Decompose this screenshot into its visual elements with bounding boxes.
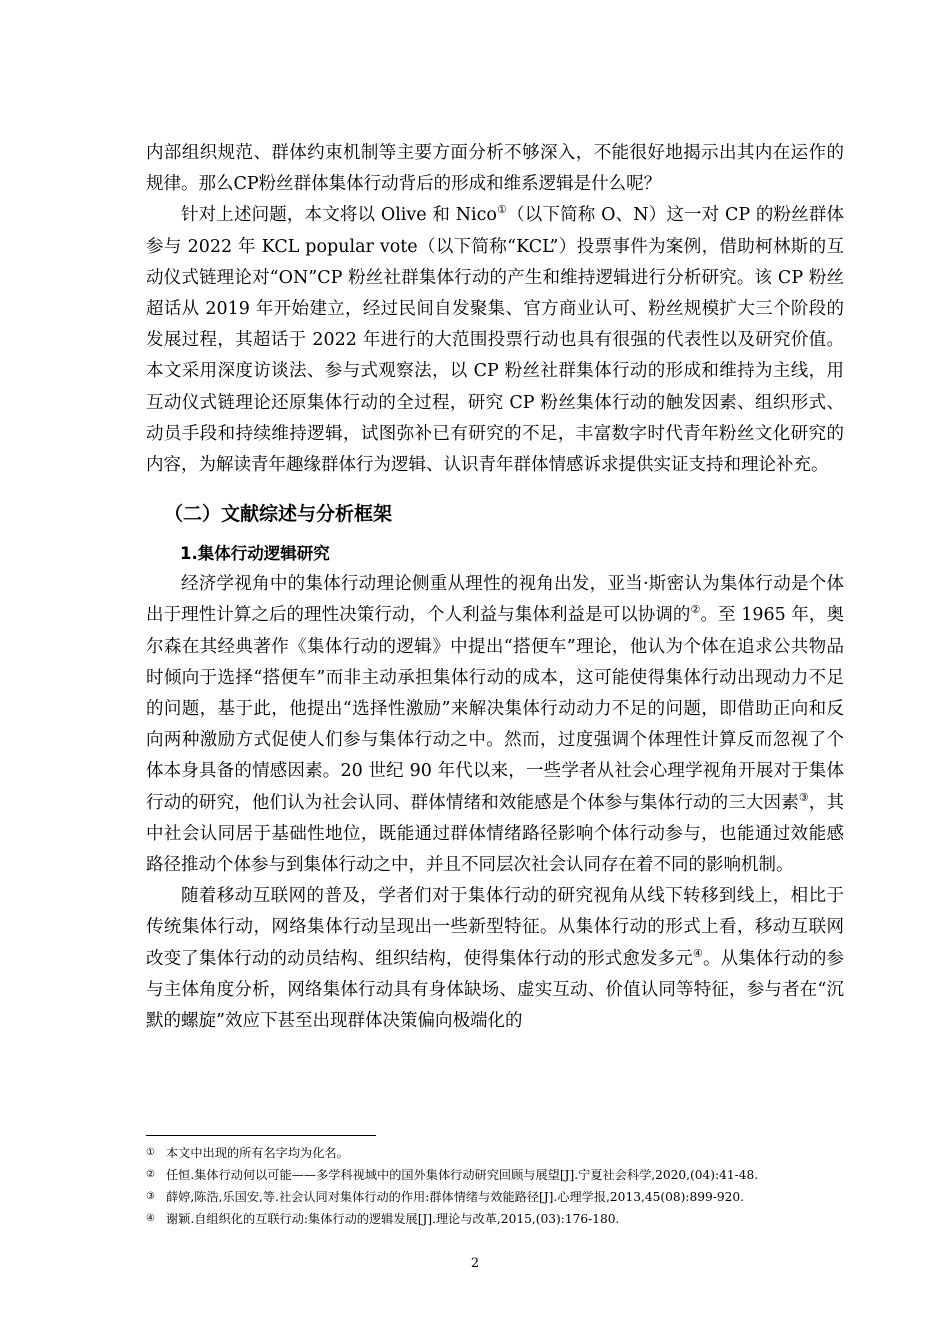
footnote-3: ③ 薛婷,陈浩,乐国安,等.社会认同对集体行动的作用:群体情绪与效能路径[J].心理学报,2013,45(08):899-920. — [146, 1190, 744, 1204]
paragraph-3: 经济学视角中的集体行动理论侧重从理性的视角出发，亚当·斯密认为集体行动是个体出于理性计算之后的理性决策行动，个人利益与集体利益是可以协调的②。至 1965 年，奥尔森在其经典著作《集体行动的逻辑》中提出“搭便车”理论，他认为个体在追求公共物品时倾向于选择“搭便车”而非主动承担集体行动的成本，这可能使得集体行动出现动力不足的问题，基于此，他提出“选择性激励”来解决集体行动动力不足的问题，即借助正向和反向两种激励方式促使人们参与集体行动之中。然而，过度强调个体理性计算反而忽视了个体本身具备的情感因素。20 世纪 90 年代以来，一些学者从社会心理学视角开展对于集体行动的研究，他们认为社会认同、群体情绪和效能感是个体参与集体行动的三大因素③，其中社会认同居于基础性地位，既能通过群体情绪路径影响个体行动参与，也能通过效能感路径推动个体参与到集体行动之中，并且不同层次社会认同存在着不同的影响机制。 — [146, 574, 845, 876]
footnotes — [146, 1135, 866, 1230]
footnote-ref-2[interactable]: ② — [690, 603, 701, 617]
footnote-4: ④ 谢颖.自组织化的互联行动:集体行动的逻辑发展[J].理论与改革,2015,(03):176-180. — [146, 1212, 620, 1226]
footnote-2: ② 任恒.集体行动何以可能——多学科视域中的国外集体行动研究回顾与展望[J].宁夏社会科学,2020,(04):41-48. — [146, 1168, 759, 1182]
section-heading: （二）文献综述与分析框架 — [164, 503, 393, 526]
footnote-separator — [146, 1135, 376, 1136]
paragraph-1: 内部组织规范、群体约束机制等主要方面分析不够深入，不能很好地揭示出其内在运作的规律。那么CP粉丝群体集体行动背后的形成和维系逻辑是什么呢？ — [146, 143, 844, 195]
document-body — [146, 138, 844, 1037]
paragraph-2: 针对上述问题，本文将以 Olive 和 Nico①（以下简称 O、N）这一对 CP 的粉丝群体参与 2022 年 KCL popular vote（以下简称“KCL”）投票事件为案例，借助柯林斯的互动仪式链理论对“ON”CP 粉丝社群集体行动的产生和维持逻辑进行分析研究。该 CP 粉丝超话从 2019 年开始建立，经过民间自发聚集、官方商业认可、粉丝规模扩大三个阶段的发展过程，其超话于 2022 年进行的大范围投票行动也具有很强的代表性以及研究价值。本文采用深度访谈法、参与式观察法，以 CP 粉丝社群集体行动的形成和维持为主线，用互动仪式链理论还原集体行动的全过程，研究 CP 粉丝集体行动的触发因素、组织形式、动员手段和持续维持逻辑，试图弥补已有研究的不足，丰富数字时代青年粉丝文化研究的内容，为解读青年趣缘群体行为逻辑、认识青年群体情感诉求提供实证支持和理论补充。 — [146, 203, 844, 476]
page-number: 2 — [470, 1256, 480, 1271]
subsection-heading: 1.集体行动逻辑研究 — [180, 544, 330, 564]
paragraph-4: 随着移动互联网的普及，学者们对于集体行动的研究视角从线下转移到线上，相比于传统集体行动，网络集体行动呈现出一些新型特征。从集体行动的形式上看，移动互联网改变了集体行动的动员结构、组织结构，使得集体行动的形式愈发多元④。从集体行动的参与主体角度分析，网络集体行动具有身体缺场、虚实互动、价值认同等特征，参与者在“沉默的螺旋”效应下甚至出现群体决策偏向极端化的 — [146, 886, 844, 1032]
footnote-ref-4[interactable]: ④ — [692, 946, 703, 960]
footnote-1: ① 本文中出现的所有名字均为化名。 — [146, 1146, 349, 1160]
footnote-ref-1[interactable]: ① — [496, 203, 508, 217]
footnote-ref-3[interactable]: ③ — [798, 790, 809, 804]
